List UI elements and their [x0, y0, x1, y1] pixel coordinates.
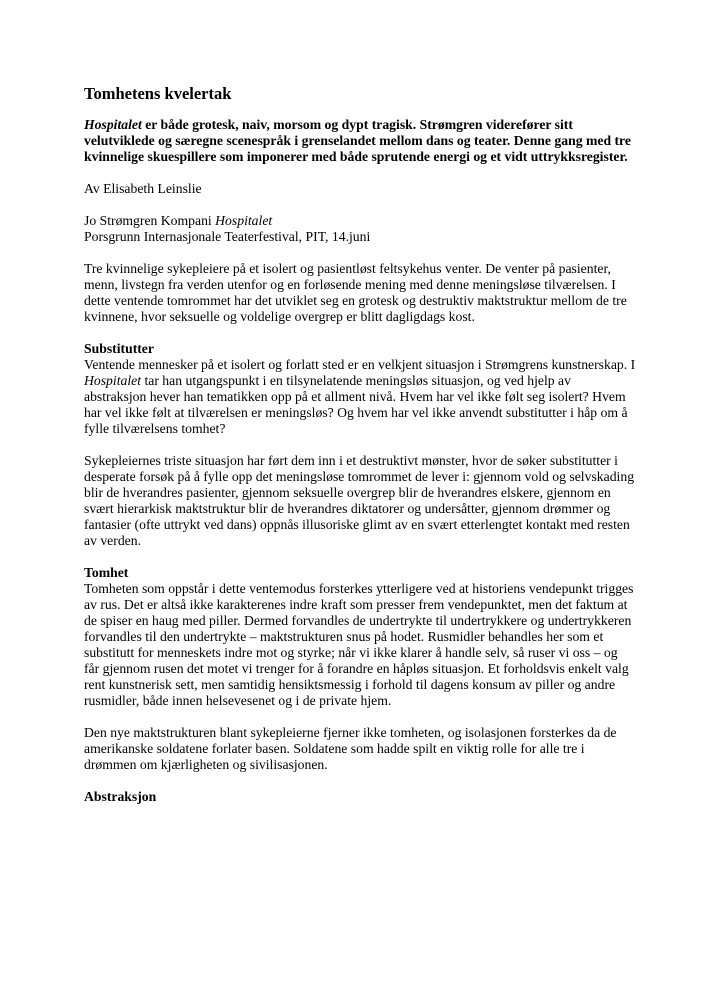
substitutter-text-after: tar han utgangspunkt i en tilsynelatende meningsløs situasjon, og ved hjelp av abstraksjon hever han tematikken opp på et allment nivå. Hvem har vel ikke følt seg isolert? Hvem har vel ikke følt at tilværelsen er meningsløs? Og hvem har vel ikke anvendt substitutter i håp om å fylle tilværelsens tomhet? [84, 373, 628, 436]
synopsis-paragraph: Tre kvinnelige sykepleiere på et isolert og pasientløst feltsykehus venter. De venter på pasienter, menn, livstegn fra verden utenfor og en forløsende mening med denne meningsløse tilværelsen. I dette ventende tomrommet har det utviklet seg en grotesk og destruktiv maktstruktur mellom de tre kvinnene, hvor seksuelle og voldelige overgrep er blitt dagligdags kost. [84, 261, 627, 324]
section-heading-tomhet: Tomhet [84, 565, 129, 580]
byline: Av Elisabeth Leinslie [84, 181, 202, 196]
section-substitutter [84, 341, 636, 437]
tomhet-paragraph-1: Tomheten som oppstår i dette ventemodus forsterkes ytterligere ved at historiens vendepunkt trigges av rus. Det er altså ikke karakterenes indre kraft som presser frem vendepunktet, men det faktum at de spiser en haug med piller. Dermed forvandles de undertrykte til undertrykkere og undertrykkeren forvandles til den undertrykte – maktstrukturen snus på hodet. Rusmidler behandles her som et substitutt for menneskets indre mot og styrke; når vi ikke klarer å handle selv, så ruser vi oss – og får gjennom rusen det motet vi trenger for å forandre en håpløs situasjon. Et forholdsvis enkelt valg rent kunstnerisk sett, men samtidig hensiktsmessig i forhold til dagens konsum av piller og andre rusmidler, både innen helsevesenet og i de private hjem. [84, 581, 634, 708]
substitutter-paragraph-1 [84, 357, 636, 437]
section-tomhet [84, 565, 636, 709]
work-title-italic: Hospitalet [215, 213, 273, 228]
production-credit [84, 213, 636, 245]
company-name: Jo Strømgren Kompani [84, 213, 216, 228]
work-title-italic: Hospitalet [84, 117, 142, 132]
lead-text: er både grotesk, naiv, morsom og dypt tragisk. Strømgren viderefører sitt velutviklede og særegne scenespråk i grenselandet mellom dans og teater. Denne gang med tre kvinnelige skuespillere som imponerer med både sprutende energi og et vidt uttrykksregister. [84, 117, 631, 164]
substitutter-text-before: Ventende mennesker på et isolert og forlatt sted er en velkjent situasjon i Strømgrens kunstnerskap. I [84, 357, 636, 372]
article-title: Tomhetens kvelertak [84, 84, 232, 103]
section-heading-substitutter: Substitutter [84, 341, 154, 356]
section-heading-abstraksjon: Abstraksjon [84, 789, 157, 804]
tomhet-paragraph-2: Den nye maktstrukturen blant sykepleierne fjerner ikke tomheten, og isolasjonen forsterkes da de amerikanske soldatene forlater basen. Soldatene som hadde spilt en viktig rolle for alle tre i drømmen om kjærligheten og sivilisasjonen. [84, 725, 617, 772]
substitutter-paragraph-2: Sykepleiernes triste situasjon har ført dem inn i et destruktivt mønster, hvor de søker substitutter i desperate forsøk på å fylle opp det meningsløse tomrommet de lever i: gjennom vold og selvskading blir de hverandres pasienter, gjennom seksuelle overgrep blir de hverandres elskere, gjennom en svært hierarkisk maktstruktur blir de hverandres diktatorer og undersåtter, gjennom drømmer og fantasier (ofte uttrykt ved dans) oppnås illusoriske glimt av en svært etterlengtet kontakt med resten av verden. [84, 453, 635, 548]
festival-line: Porsgrunn Internasjonale Teaterfestival, PIT, 14.juni [84, 229, 371, 244]
work-title-italic: Hospitalet [84, 373, 142, 388]
lead-paragraph [84, 117, 636, 165]
